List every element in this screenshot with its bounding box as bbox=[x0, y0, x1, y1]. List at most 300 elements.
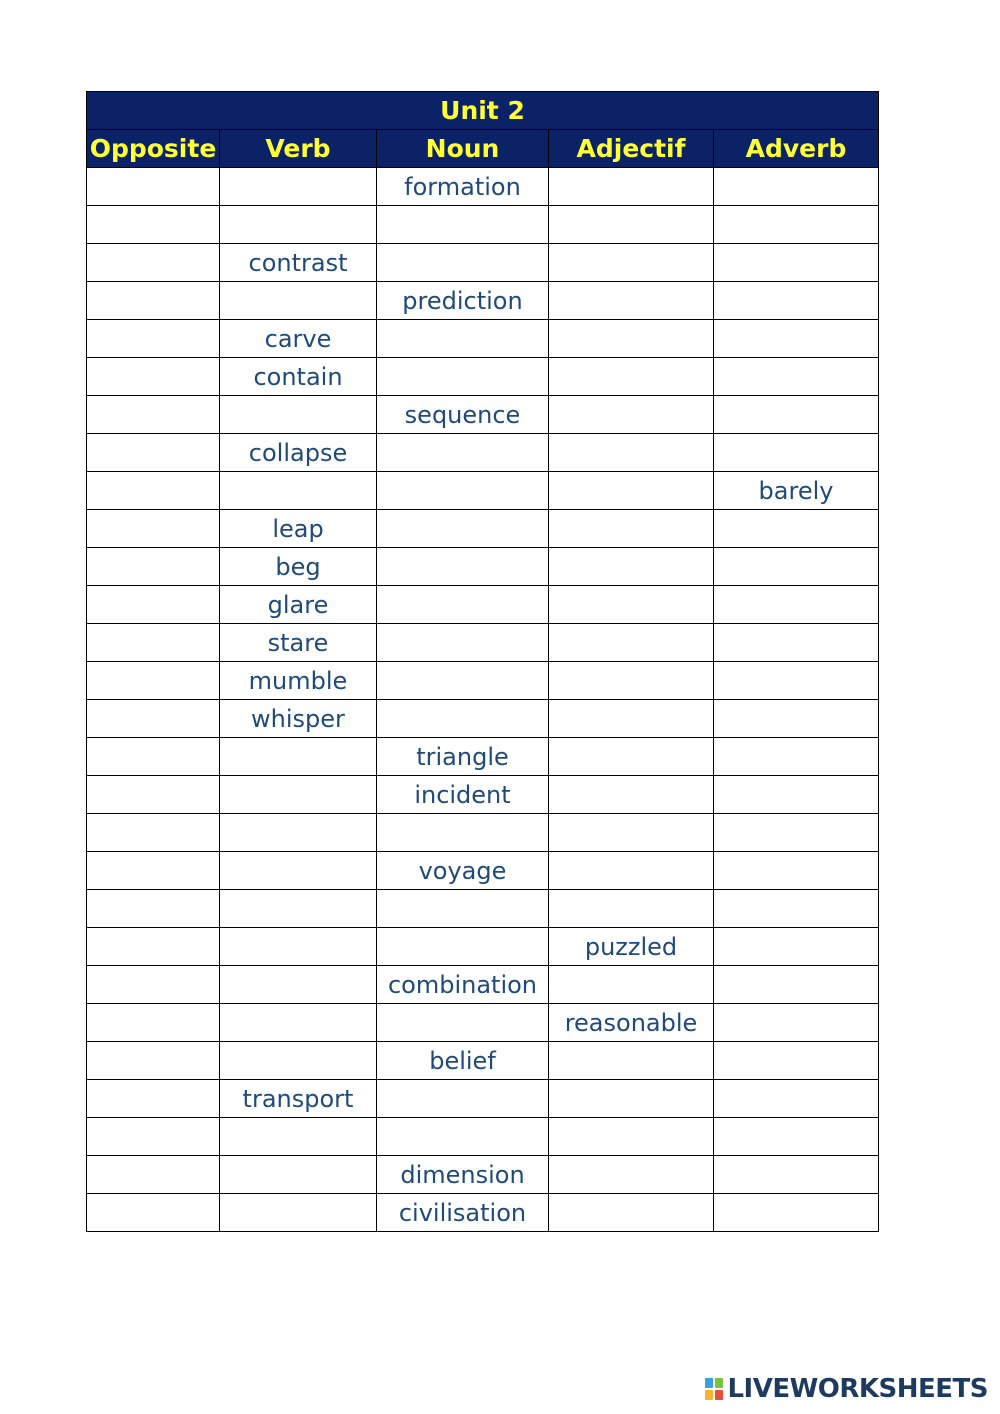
cell-adjectif-blank bbox=[549, 700, 714, 738]
cell-noun-word: sequence bbox=[377, 396, 549, 434]
answer-input-adverb[interactable] bbox=[714, 358, 878, 395]
answer-input-adjectif[interactable] bbox=[549, 510, 713, 547]
answer-input-adjectif[interactable] bbox=[549, 1156, 713, 1193]
cell-opposite-blank bbox=[87, 776, 220, 814]
answer-input-adjectif[interactable] bbox=[549, 434, 713, 471]
cell-adverb-blank bbox=[714, 1118, 879, 1156]
cell-verb-word: whisper bbox=[220, 700, 377, 738]
answer-input-adverb[interactable] bbox=[714, 586, 878, 623]
cell-adverb-blank bbox=[714, 890, 879, 928]
cell-opposite-blank bbox=[87, 1194, 220, 1232]
answer-input-noun[interactable] bbox=[377, 586, 548, 623]
cell-opposite-blank bbox=[87, 1156, 220, 1194]
cell-verb-word: stare bbox=[220, 624, 377, 662]
cell-adverb-blank bbox=[714, 282, 879, 320]
answer-input-opposite[interactable] bbox=[87, 700, 219, 737]
cell-opposite-blank bbox=[87, 358, 220, 396]
cell-noun-blank bbox=[377, 1080, 549, 1118]
answer-input-adjectif[interactable] bbox=[549, 282, 713, 319]
table-row bbox=[87, 1118, 879, 1156]
table-row bbox=[87, 396, 879, 434]
cell-verb-word: collapse bbox=[220, 434, 377, 472]
cell-noun-blank bbox=[377, 624, 549, 662]
cell-verb-blank bbox=[220, 1118, 377, 1156]
cell-noun-word: civilisation bbox=[377, 1194, 549, 1232]
answer-input-verb[interactable] bbox=[220, 966, 376, 1003]
answer-input-adjectif[interactable] bbox=[549, 814, 713, 851]
cell-adjectif-blank bbox=[549, 776, 714, 814]
cell-opposite-blank bbox=[87, 890, 220, 928]
cell-adverb-blank bbox=[714, 244, 879, 282]
answer-input-adverb[interactable] bbox=[714, 434, 878, 471]
table-row bbox=[87, 244, 879, 282]
cell-noun-blank bbox=[377, 928, 549, 966]
cell-opposite-blank bbox=[87, 510, 220, 548]
answer-input-adjectif[interactable] bbox=[549, 852, 713, 889]
answer-input-noun[interactable] bbox=[377, 510, 548, 547]
answer-input-adverb[interactable] bbox=[714, 548, 878, 585]
answer-input-opposite[interactable] bbox=[87, 852, 219, 889]
cell-adjectif-blank bbox=[549, 282, 714, 320]
answer-input-opposite[interactable] bbox=[87, 510, 219, 547]
cell-noun-blank bbox=[377, 472, 549, 510]
answer-input-adjectif[interactable] bbox=[549, 586, 713, 623]
answer-input-adjectif[interactable] bbox=[549, 244, 713, 281]
cell-verb-blank bbox=[220, 168, 377, 206]
answer-input-verb[interactable] bbox=[220, 1156, 376, 1193]
answer-input-noun[interactable] bbox=[377, 244, 548, 281]
cell-verb-blank bbox=[220, 1004, 377, 1042]
cell-opposite-blank bbox=[87, 548, 220, 586]
cell-verb-word: carve bbox=[220, 320, 377, 358]
answer-input-noun[interactable] bbox=[377, 548, 548, 585]
table-row bbox=[87, 282, 879, 320]
cell-verb-blank bbox=[220, 738, 377, 776]
cell-adverb-blank bbox=[714, 1156, 879, 1194]
answer-input-verb[interactable] bbox=[220, 1118, 376, 1155]
column-header-adjectif: Adjectif bbox=[549, 130, 714, 168]
table-row bbox=[87, 1156, 879, 1194]
cell-opposite-blank bbox=[87, 738, 220, 776]
answer-input-adjectif[interactable] bbox=[549, 700, 713, 737]
cell-opposite-blank bbox=[87, 168, 220, 206]
cell-adverb-blank bbox=[714, 1194, 879, 1232]
cell-verb-blank bbox=[220, 206, 377, 244]
cell-opposite-blank bbox=[87, 472, 220, 510]
table-row bbox=[87, 1042, 879, 1080]
answer-input-opposite[interactable] bbox=[87, 1042, 219, 1079]
cell-adverb-blank bbox=[714, 548, 879, 586]
cell-adjectif-word: reasonable bbox=[549, 1004, 714, 1042]
cell-noun-word: triangle bbox=[377, 738, 549, 776]
answer-input-adverb[interactable] bbox=[714, 510, 878, 547]
cell-adjectif-blank bbox=[549, 472, 714, 510]
answer-input-opposite[interactable] bbox=[87, 738, 219, 775]
answer-input-opposite[interactable] bbox=[87, 624, 219, 661]
table-row bbox=[87, 472, 879, 510]
cell-opposite-blank bbox=[87, 1042, 220, 1080]
cell-adverb-blank bbox=[714, 1080, 879, 1118]
cell-noun-word: incident bbox=[377, 776, 549, 814]
answer-input-opposite[interactable] bbox=[87, 1118, 219, 1155]
cell-adjectif-blank bbox=[549, 738, 714, 776]
logo-square bbox=[715, 1390, 723, 1400]
answer-input-adjectif[interactable] bbox=[549, 662, 713, 699]
answer-input-adverb[interactable] bbox=[714, 168, 878, 205]
cell-noun-blank bbox=[377, 548, 549, 586]
cell-verb-blank bbox=[220, 966, 377, 1004]
cell-noun-blank bbox=[377, 1118, 549, 1156]
cell-verb-blank bbox=[220, 928, 377, 966]
table-row bbox=[87, 1194, 879, 1232]
column-header-adverb: Adverb bbox=[714, 130, 879, 168]
answer-input-adverb[interactable] bbox=[714, 700, 878, 737]
answer-input-verb[interactable] bbox=[220, 396, 376, 433]
answer-input-adverb[interactable] bbox=[714, 928, 878, 965]
cell-opposite-blank bbox=[87, 282, 220, 320]
cell-verb-blank bbox=[220, 472, 377, 510]
cell-noun-blank bbox=[377, 890, 549, 928]
table-row bbox=[87, 890, 879, 928]
cell-noun-blank bbox=[377, 662, 549, 700]
column-header-verb: Verb bbox=[220, 130, 377, 168]
answer-input-opposite[interactable] bbox=[87, 358, 219, 395]
vocabulary-table bbox=[86, 91, 879, 1232]
cell-opposite-blank bbox=[87, 1080, 220, 1118]
table-title: Unit 2 bbox=[87, 92, 879, 130]
answer-input-verb[interactable] bbox=[220, 168, 376, 205]
answer-input-noun[interactable] bbox=[377, 472, 548, 509]
cell-noun-word: voyage bbox=[377, 852, 549, 890]
answer-input-verb[interactable] bbox=[220, 206, 376, 243]
answer-input-noun[interactable] bbox=[377, 890, 548, 927]
answer-input-noun[interactable] bbox=[377, 700, 548, 737]
answer-input-opposite[interactable] bbox=[87, 168, 219, 205]
answer-input-adverb[interactable] bbox=[714, 814, 878, 851]
answer-input-noun[interactable] bbox=[377, 358, 548, 395]
table-row bbox=[87, 776, 879, 814]
answer-input-adverb[interactable] bbox=[714, 206, 878, 243]
answer-input-adverb[interactable] bbox=[714, 890, 878, 927]
answer-input-adjectif[interactable] bbox=[549, 1080, 713, 1117]
cell-adjectif-blank bbox=[549, 320, 714, 358]
answer-input-noun[interactable] bbox=[377, 1004, 548, 1041]
cell-verb-word: contain bbox=[220, 358, 377, 396]
answer-input-noun[interactable] bbox=[377, 814, 548, 851]
cell-adverb-blank bbox=[714, 168, 879, 206]
cell-adverb-blank bbox=[714, 776, 879, 814]
answer-input-opposite[interactable] bbox=[87, 966, 219, 1003]
answer-input-opposite[interactable] bbox=[87, 1004, 219, 1041]
answer-input-adjectif[interactable] bbox=[549, 624, 713, 661]
logo-square bbox=[705, 1378, 713, 1388]
answer-input-opposite[interactable] bbox=[87, 548, 219, 585]
answer-input-noun[interactable] bbox=[377, 434, 548, 471]
answer-input-opposite[interactable] bbox=[87, 776, 219, 813]
cell-noun-word: belief bbox=[377, 1042, 549, 1080]
cell-noun-blank bbox=[377, 700, 549, 738]
cell-opposite-blank bbox=[87, 244, 220, 282]
cell-adjectif-blank bbox=[549, 244, 714, 282]
table-row bbox=[87, 928, 879, 966]
cell-adjectif-blank bbox=[549, 434, 714, 472]
table-row bbox=[87, 510, 879, 548]
column-header-opposite: Opposite bbox=[87, 130, 220, 168]
cell-noun-blank bbox=[377, 320, 549, 358]
cell-noun-blank bbox=[377, 1004, 549, 1042]
header-row bbox=[87, 130, 879, 168]
cell-verb-word: glare bbox=[220, 586, 377, 624]
cell-adjectif-blank bbox=[549, 1042, 714, 1080]
table-row bbox=[87, 624, 879, 662]
cell-noun-blank bbox=[377, 358, 549, 396]
cell-noun-blank bbox=[377, 244, 549, 282]
table-row bbox=[87, 168, 879, 206]
cell-adverb-blank bbox=[714, 662, 879, 700]
cell-noun-blank bbox=[377, 586, 549, 624]
cell-noun-word: dimension bbox=[377, 1156, 549, 1194]
answer-input-adverb[interactable] bbox=[714, 662, 878, 699]
cell-opposite-blank bbox=[87, 624, 220, 662]
cell-adjectif-blank bbox=[549, 168, 714, 206]
cell-adjectif-word: puzzled bbox=[549, 928, 714, 966]
answer-input-adverb[interactable] bbox=[714, 624, 878, 661]
cell-noun-word: combination bbox=[377, 966, 549, 1004]
cell-opposite-blank bbox=[87, 396, 220, 434]
cell-adverb-blank bbox=[714, 206, 879, 244]
answer-input-adjectif[interactable] bbox=[549, 890, 713, 927]
cell-verb-word: beg bbox=[220, 548, 377, 586]
cell-opposite-blank bbox=[87, 928, 220, 966]
cell-adverb-blank bbox=[714, 396, 879, 434]
table-row bbox=[87, 320, 879, 358]
cell-adjectif-blank bbox=[549, 1118, 714, 1156]
cell-verb-word: transport bbox=[220, 1080, 377, 1118]
answer-input-adjectif[interactable] bbox=[549, 548, 713, 585]
cell-adjectif-blank bbox=[549, 206, 714, 244]
cell-verb-blank bbox=[220, 396, 377, 434]
column-header-noun: Noun bbox=[377, 130, 549, 168]
answer-input-adjectif[interactable] bbox=[549, 1118, 713, 1155]
answer-input-opposite[interactable] bbox=[87, 1080, 219, 1117]
cell-adjectif-blank bbox=[549, 852, 714, 890]
answer-input-adjectif[interactable] bbox=[549, 396, 713, 433]
cell-noun-blank bbox=[377, 510, 549, 548]
cell-adverb-blank bbox=[714, 738, 879, 776]
answer-input-verb[interactable] bbox=[220, 814, 376, 851]
answer-input-opposite[interactable] bbox=[87, 1194, 219, 1231]
answer-input-adjectif[interactable] bbox=[549, 358, 713, 395]
liveworksheets-brand bbox=[705, 1374, 988, 1404]
brand-name: LIVEWORKSHEETS bbox=[727, 1374, 988, 1404]
cell-opposite-blank bbox=[87, 434, 220, 472]
table-row bbox=[87, 1004, 879, 1042]
table-row bbox=[87, 548, 879, 586]
answer-input-opposite[interactable] bbox=[87, 396, 219, 433]
answer-input-adjectif[interactable] bbox=[549, 966, 713, 1003]
answer-input-adverb[interactable] bbox=[714, 1156, 878, 1193]
answer-input-verb[interactable] bbox=[220, 928, 376, 965]
cell-opposite-blank bbox=[87, 700, 220, 738]
cell-adverb-blank bbox=[714, 320, 879, 358]
answer-input-adverb[interactable] bbox=[714, 1194, 878, 1231]
cell-adjectif-blank bbox=[549, 1080, 714, 1118]
answer-input-opposite[interactable] bbox=[87, 586, 219, 623]
cell-verb-blank bbox=[220, 1194, 377, 1232]
answer-input-opposite[interactable] bbox=[87, 434, 219, 471]
answer-input-opposite[interactable] bbox=[87, 890, 219, 927]
answer-input-adverb[interactable] bbox=[714, 244, 878, 281]
cell-adjectif-blank bbox=[549, 396, 714, 434]
table-row bbox=[87, 852, 879, 890]
answer-input-noun[interactable] bbox=[377, 1118, 548, 1155]
answer-input-adjectif[interactable] bbox=[549, 472, 713, 509]
logo-square bbox=[705, 1390, 713, 1400]
cell-verb-blank bbox=[220, 776, 377, 814]
cell-opposite-blank bbox=[87, 206, 220, 244]
cell-adjectif-blank bbox=[549, 586, 714, 624]
cell-adjectif-blank bbox=[549, 1156, 714, 1194]
cell-verb-blank bbox=[220, 852, 377, 890]
cell-adjectif-blank bbox=[549, 548, 714, 586]
answer-input-verb[interactable] bbox=[220, 776, 376, 813]
cell-adjectif-blank bbox=[549, 966, 714, 1004]
answer-input-noun[interactable] bbox=[377, 206, 548, 243]
answer-input-opposite[interactable] bbox=[87, 928, 219, 965]
cell-verb-word: contrast bbox=[220, 244, 377, 282]
cell-opposite-blank bbox=[87, 814, 220, 852]
answer-input-verb[interactable] bbox=[220, 738, 376, 775]
cell-opposite-blank bbox=[87, 852, 220, 890]
cell-opposite-blank bbox=[87, 1118, 220, 1156]
answer-input-noun[interactable] bbox=[377, 320, 548, 357]
cell-adverb-blank bbox=[714, 1042, 879, 1080]
answer-input-adverb[interactable] bbox=[714, 1004, 878, 1041]
logo-square bbox=[715, 1378, 723, 1388]
answer-input-adverb[interactable] bbox=[714, 320, 878, 357]
answer-input-adverb[interactable] bbox=[714, 282, 878, 319]
answer-input-noun[interactable] bbox=[377, 624, 548, 661]
answer-input-adverb[interactable] bbox=[714, 396, 878, 433]
answer-input-adverb[interactable] bbox=[714, 776, 878, 813]
cell-noun-blank bbox=[377, 206, 549, 244]
cell-adjectif-blank bbox=[549, 624, 714, 662]
answer-input-opposite[interactable] bbox=[87, 1156, 219, 1193]
answer-input-adverb[interactable] bbox=[714, 1080, 878, 1117]
cell-noun-blank bbox=[377, 434, 549, 472]
answer-input-adverb[interactable] bbox=[714, 738, 878, 775]
table-row bbox=[87, 966, 879, 1004]
answer-input-verb[interactable] bbox=[220, 852, 376, 889]
answer-input-verb[interactable] bbox=[220, 1194, 376, 1231]
answer-input-adjectif[interactable] bbox=[549, 168, 713, 205]
answer-input-verb[interactable] bbox=[220, 1042, 376, 1079]
cell-verb-blank bbox=[220, 282, 377, 320]
cell-adverb-word: barely bbox=[714, 472, 879, 510]
table-row bbox=[87, 814, 879, 852]
answer-input-verb[interactable] bbox=[220, 282, 376, 319]
table-row bbox=[87, 358, 879, 396]
cell-adverb-blank bbox=[714, 852, 879, 890]
answer-input-adverb[interactable] bbox=[714, 966, 878, 1003]
cell-adjectif-blank bbox=[549, 358, 714, 396]
cell-adverb-blank bbox=[714, 1004, 879, 1042]
answer-input-adjectif[interactable] bbox=[549, 1042, 713, 1079]
answer-input-adverb[interactable] bbox=[714, 1042, 878, 1079]
answer-input-adverb[interactable] bbox=[714, 852, 878, 889]
table-row bbox=[87, 738, 879, 776]
table-row bbox=[87, 434, 879, 472]
cell-verb-blank bbox=[220, 814, 377, 852]
answer-input-opposite[interactable] bbox=[87, 206, 219, 243]
cell-adjectif-blank bbox=[549, 890, 714, 928]
cell-adjectif-blank bbox=[549, 510, 714, 548]
cell-opposite-blank bbox=[87, 320, 220, 358]
cell-noun-blank bbox=[377, 814, 549, 852]
answer-input-adjectif[interactable] bbox=[549, 738, 713, 775]
cell-adverb-blank bbox=[714, 624, 879, 662]
cell-opposite-blank bbox=[87, 1004, 220, 1042]
cell-adverb-blank bbox=[714, 814, 879, 852]
cell-adverb-blank bbox=[714, 966, 879, 1004]
cell-opposite-blank bbox=[87, 662, 220, 700]
cell-adjectif-blank bbox=[549, 662, 714, 700]
table-row bbox=[87, 586, 879, 624]
table-body bbox=[87, 168, 879, 1232]
cell-opposite-blank bbox=[87, 586, 220, 624]
cell-adverb-blank bbox=[714, 586, 879, 624]
cell-adverb-blank bbox=[714, 700, 879, 738]
cell-adverb-blank bbox=[714, 358, 879, 396]
cell-verb-word: mumble bbox=[220, 662, 377, 700]
answer-input-opposite[interactable] bbox=[87, 244, 219, 281]
table-row bbox=[87, 662, 879, 700]
cell-verb-blank bbox=[220, 1156, 377, 1194]
cell-adverb-blank bbox=[714, 510, 879, 548]
answer-input-opposite[interactable] bbox=[87, 662, 219, 699]
answer-input-opposite[interactable] bbox=[87, 814, 219, 851]
cell-adjectif-blank bbox=[549, 1194, 714, 1232]
answer-input-noun[interactable] bbox=[377, 928, 548, 965]
table-row bbox=[87, 700, 879, 738]
cell-adverb-blank bbox=[714, 434, 879, 472]
answer-input-opposite[interactable] bbox=[87, 472, 219, 509]
answer-input-adjectif[interactable] bbox=[549, 776, 713, 813]
worksheet bbox=[86, 91, 878, 1232]
cell-adverb-blank bbox=[714, 928, 879, 966]
cell-opposite-blank bbox=[87, 966, 220, 1004]
cell-adjectif-blank bbox=[549, 814, 714, 852]
cell-noun-word: prediction bbox=[377, 282, 549, 320]
cell-verb-blank bbox=[220, 1042, 377, 1080]
answer-input-noun[interactable] bbox=[377, 1080, 548, 1117]
answer-input-verb[interactable] bbox=[220, 1004, 376, 1041]
answer-input-adverb[interactable] bbox=[714, 1118, 878, 1155]
answer-input-noun[interactable] bbox=[377, 662, 548, 699]
answer-input-adjectif[interactable] bbox=[549, 1194, 713, 1231]
answer-input-adjectif[interactable] bbox=[549, 320, 713, 357]
answer-input-opposite[interactable] bbox=[87, 282, 219, 319]
cell-verb-blank bbox=[220, 890, 377, 928]
table-row bbox=[87, 206, 879, 244]
answer-input-verb[interactable] bbox=[220, 890, 376, 927]
table-row bbox=[87, 1080, 879, 1118]
answer-input-verb[interactable] bbox=[220, 472, 376, 509]
cell-verb-word: leap bbox=[220, 510, 377, 548]
answer-input-adjectif[interactable] bbox=[549, 206, 713, 243]
title-row bbox=[87, 92, 879, 130]
answer-input-opposite[interactable] bbox=[87, 320, 219, 357]
